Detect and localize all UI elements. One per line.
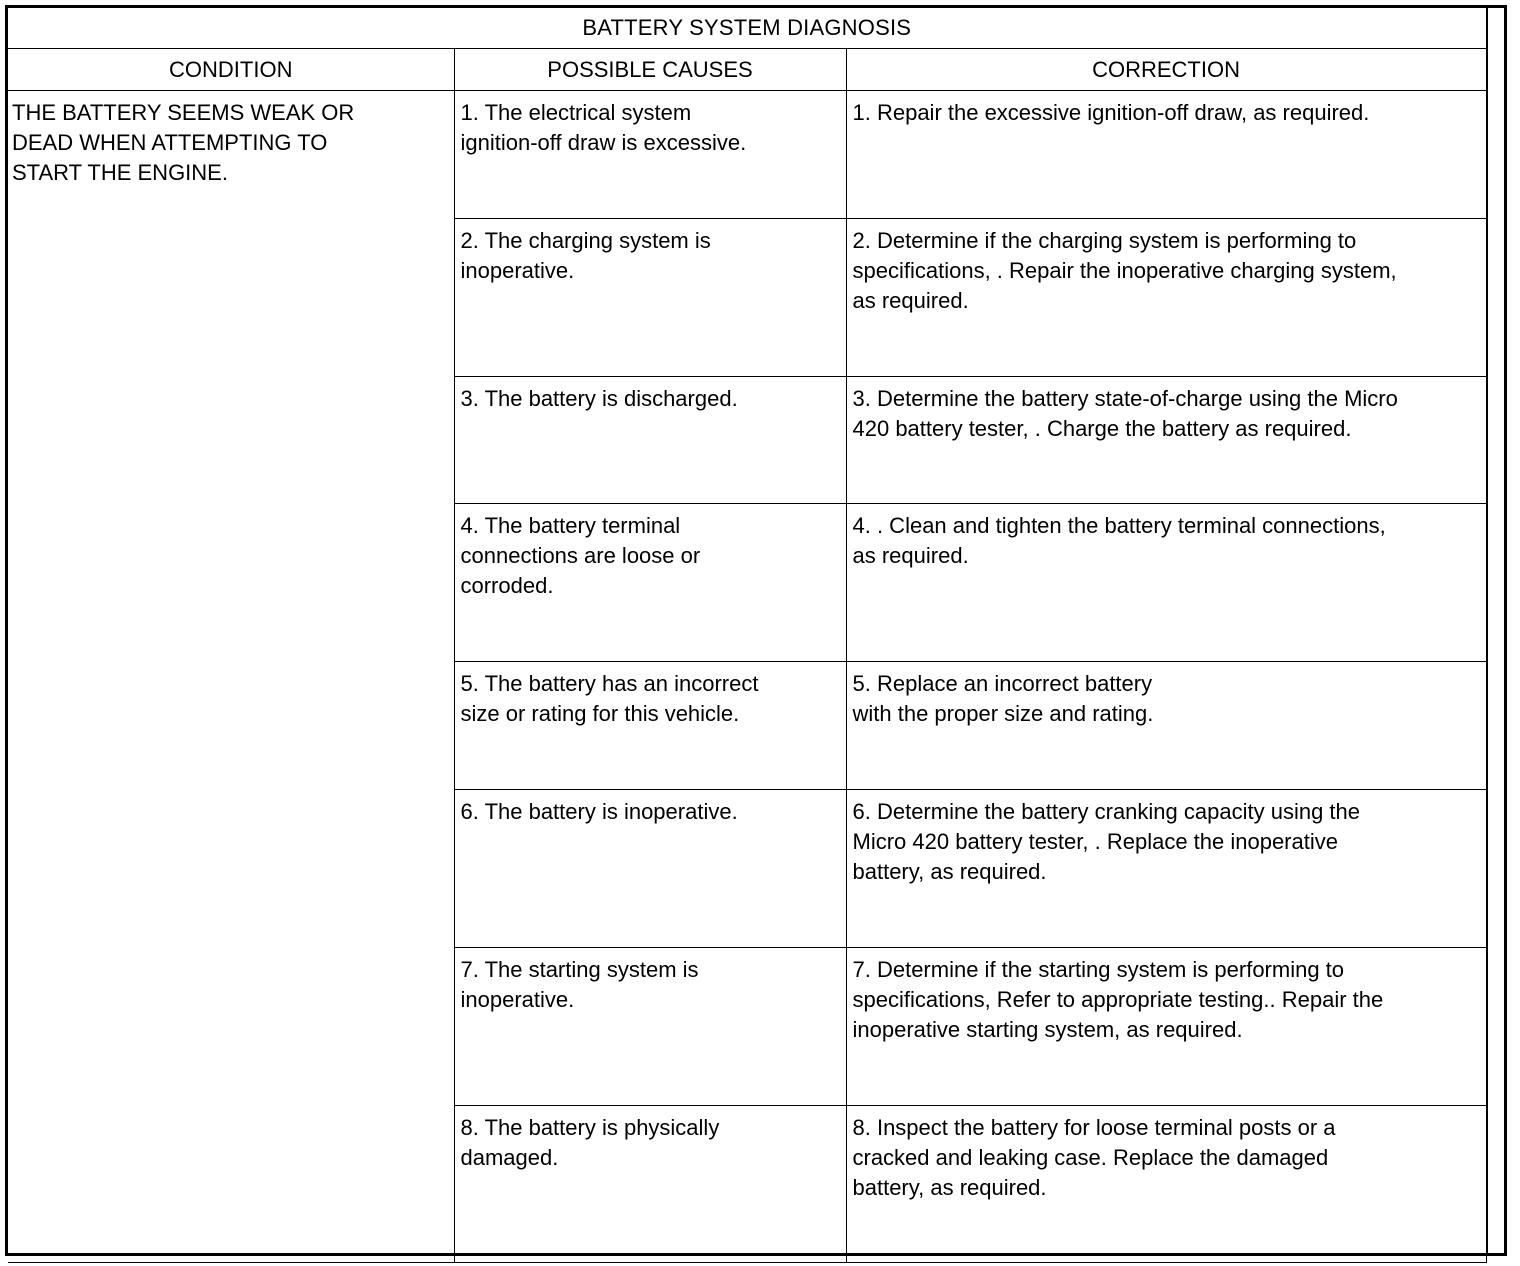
correction-cell xyxy=(846,790,1486,948)
table-title: BATTERY SYSTEM DIAGNOSIS xyxy=(8,8,1486,49)
cause-cell xyxy=(454,504,846,662)
correction-cell xyxy=(846,662,1486,790)
header-possible-causes: POSSIBLE CAUSES xyxy=(454,49,846,91)
correction-cell xyxy=(846,1106,1486,1263)
correction-cell xyxy=(846,377,1486,504)
correction-text: 8. Inspect the battery for loose terminal posts or a cracked and leaking case. Replace the damaged battery, as required. xyxy=(852,1115,1336,1200)
cause-text: 4. The battery terminal connections are loose or corroded. xyxy=(460,513,701,598)
condition-cell xyxy=(8,91,454,1263)
cause-text: 1. The electrical system ignition-off draw is excessive. xyxy=(460,100,747,155)
cause-cell xyxy=(454,662,846,790)
correction-text: 7. Determine if the starting system is performing to specifications, Refer to appropriate testing.. Repair the inoperative starting system, as required. xyxy=(852,957,1384,1042)
cause-cell xyxy=(454,91,846,219)
cause-cell xyxy=(454,948,846,1106)
cause-cell xyxy=(454,1106,846,1263)
correction-text: 2. Determine if the charging system is performing to specifications, . Repair the inoperative charging system, as required. xyxy=(852,228,1397,313)
cause-text: 2. The charging system is inoperative. xyxy=(460,228,711,283)
cause-text: 5. The battery has an incorrect size or rating for this vehicle. xyxy=(460,671,759,726)
cause-cell xyxy=(454,790,846,948)
cause-cell xyxy=(454,219,846,377)
correction-cell xyxy=(846,219,1486,377)
cause-text: 3. The battery is discharged. xyxy=(460,386,738,411)
header-correction: CORRECTION xyxy=(846,49,1486,91)
cause-text: 8. The battery is physically damaged. xyxy=(460,1115,720,1170)
correction-cell xyxy=(846,504,1486,662)
correction-text: 5. Replace an incorrect battery with the proper size and rating. xyxy=(852,671,1154,726)
condition-text: THE BATTERY SEEMS WEAK OR DEAD WHEN ATTEMPTING TO START THE ENGINE. xyxy=(12,100,355,185)
battery-diagnosis-table xyxy=(8,8,1487,1263)
correction-text: 1. Repair the excessive ignition-off draw, as required. xyxy=(852,100,1370,125)
correction-text: 4. . Clean and tighten the battery terminal connections, as required. xyxy=(852,513,1386,568)
table-row xyxy=(8,91,1486,219)
correction-text: 3. Determine the battery state-of-charge using the Micro 420 battery tester, . Charge the battery as required. xyxy=(852,386,1398,441)
cause-cell xyxy=(454,377,846,504)
correction-cell xyxy=(846,948,1486,1106)
header-condition: CONDITION xyxy=(8,49,454,91)
cause-text: 6. The battery is inoperative. xyxy=(460,799,738,824)
cause-text: 7. The starting system is inoperative. xyxy=(460,957,699,1012)
correction-text: 6. Determine the battery cranking capacity using the Micro 420 battery tester, . Replace the inoperative battery, as required. xyxy=(852,799,1360,884)
correction-cell xyxy=(846,91,1486,219)
